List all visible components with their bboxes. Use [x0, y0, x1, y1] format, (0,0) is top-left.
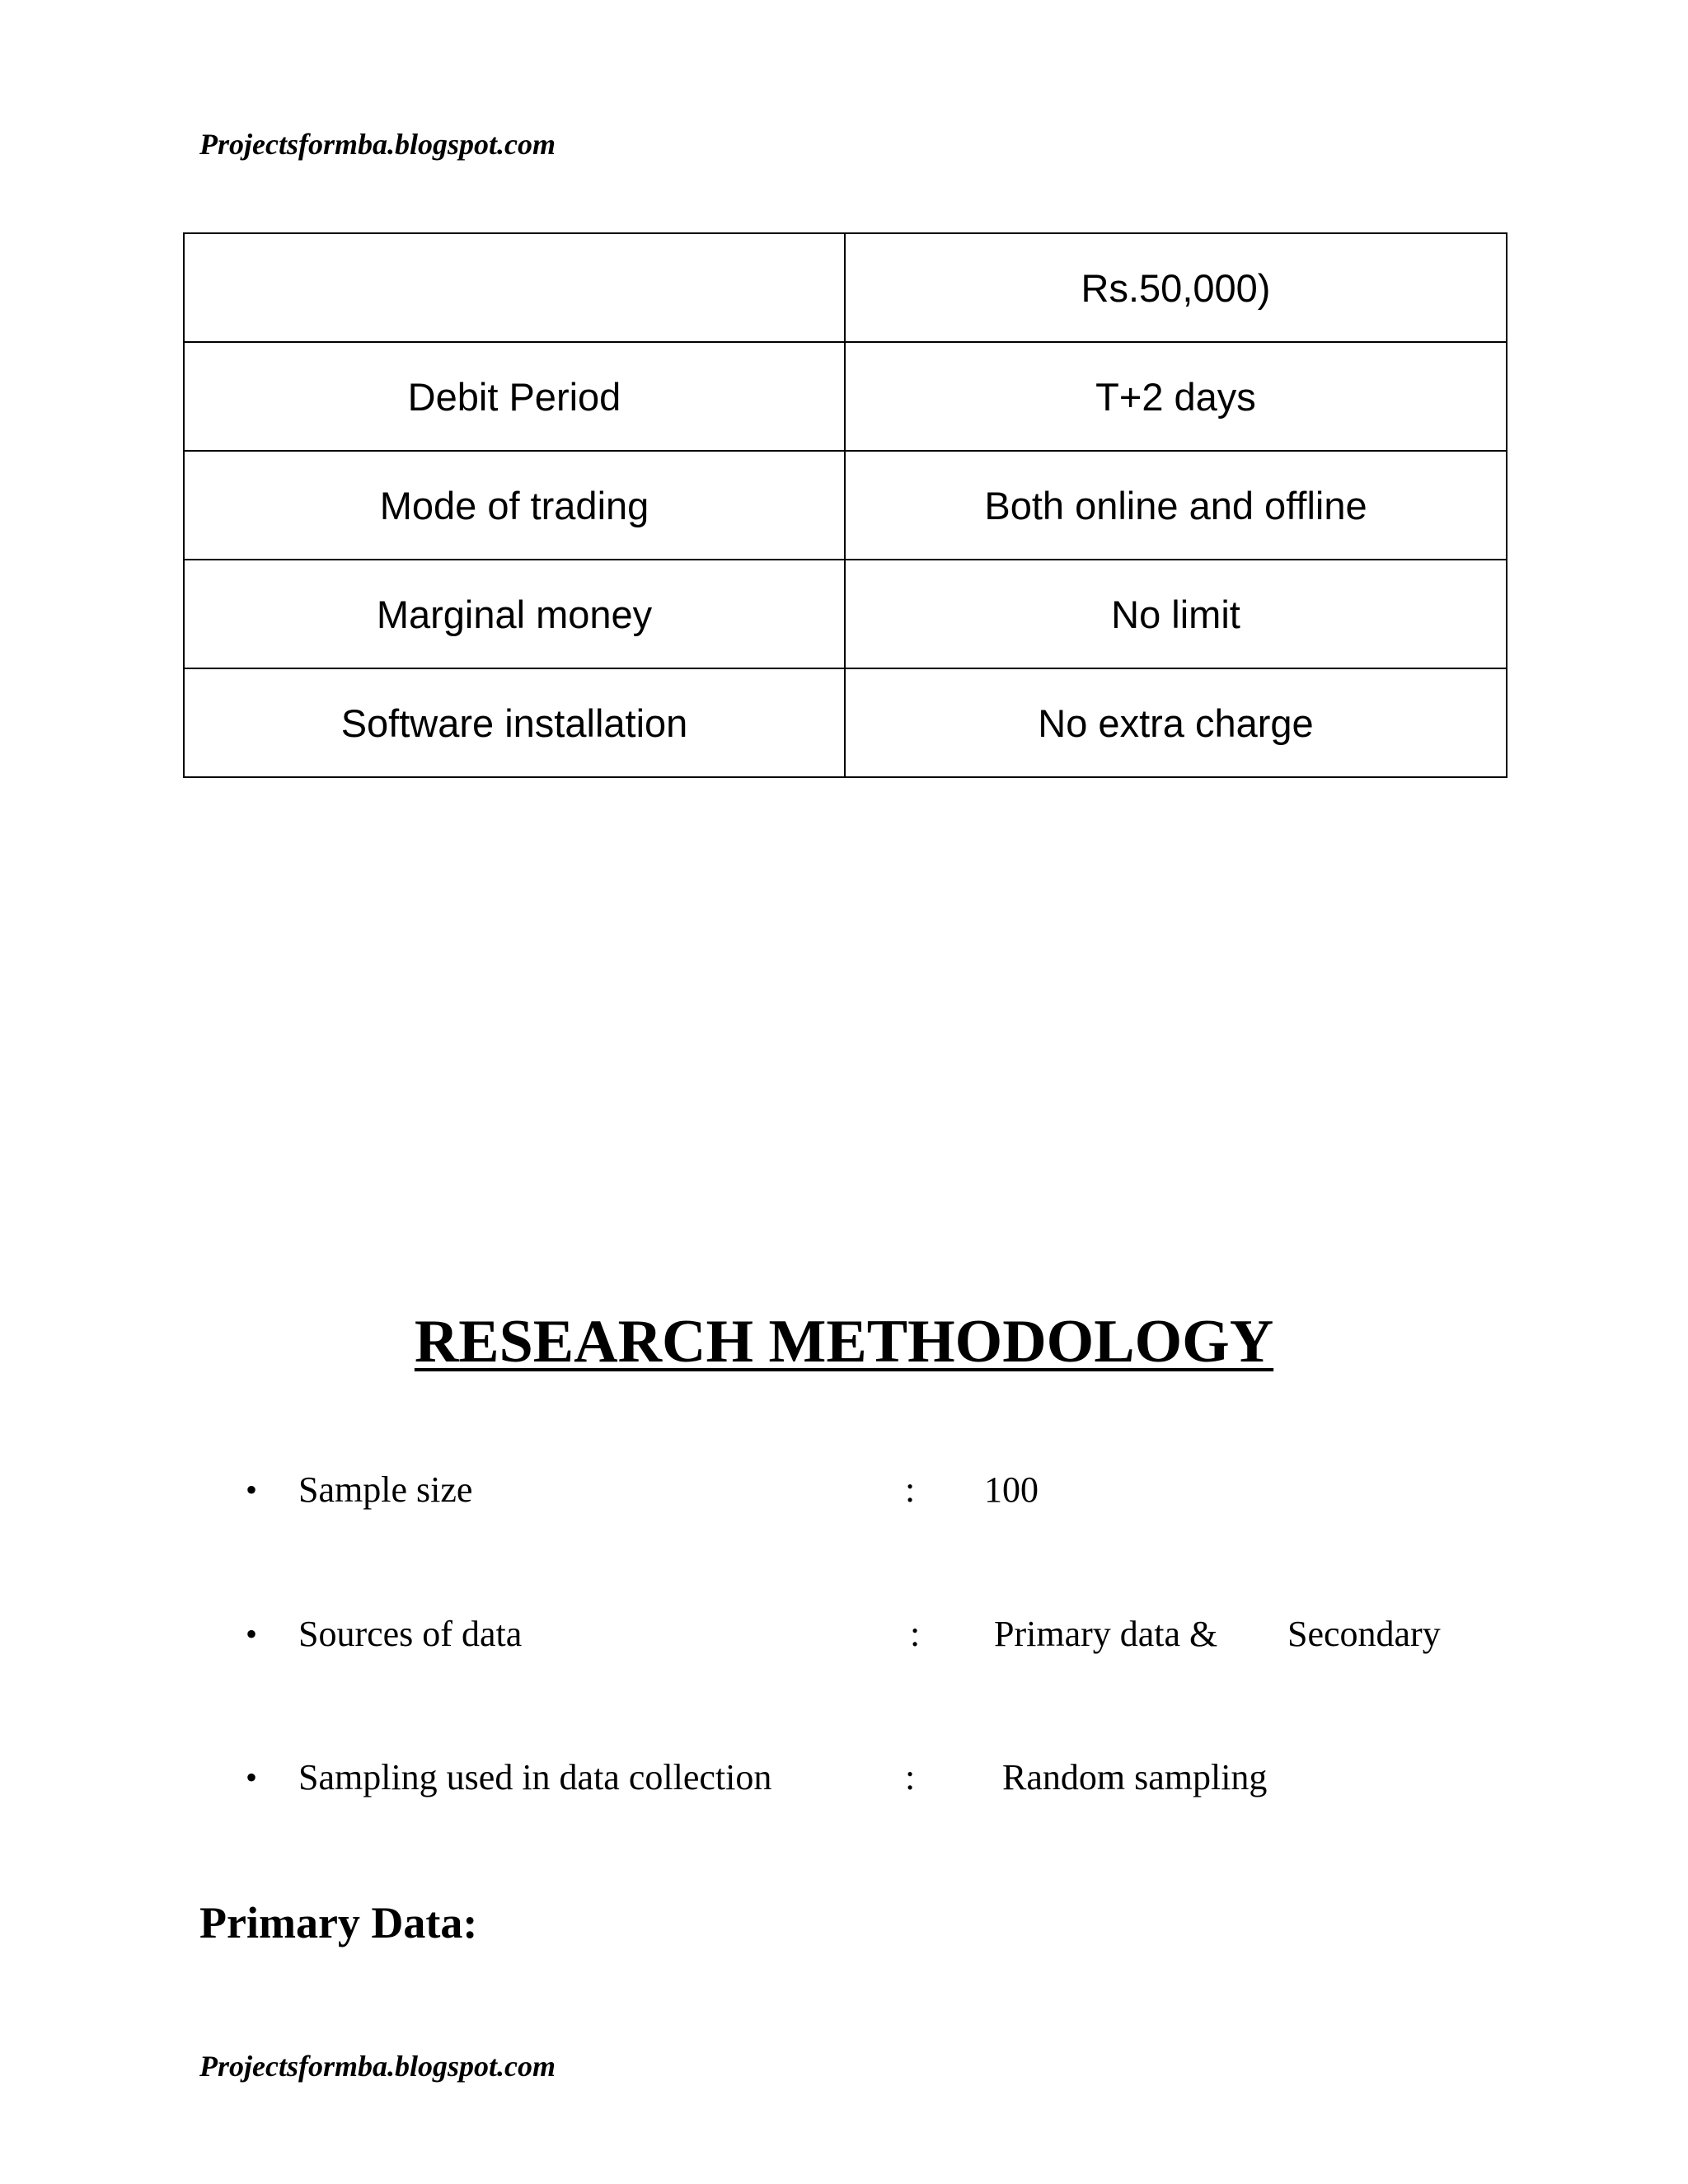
table-cell-value: T+2 days [845, 342, 1507, 451]
list-item [0, 1465, 1484, 1515]
primary-data-heading [199, 1896, 477, 1950]
table-cell-value: Rs.50,000) [845, 233, 1507, 342]
list-item [0, 1610, 1484, 1659]
table-cell-label: Mode of trading [184, 451, 845, 560]
method-value: 100 [984, 1469, 1039, 1510]
method-colon: : [905, 1757, 916, 1797]
bullet-icon: • [246, 1759, 258, 1796]
list-item [0, 1753, 1484, 1802]
table-cell-label: Debit Period [184, 342, 845, 451]
table-cell-value: Both online and offline [845, 451, 1507, 560]
method-value: Random sampling [1002, 1757, 1268, 1797]
table-cell-value: No extra charge [845, 668, 1507, 777]
footer-site-url: Projectsformba.blogspot.com [199, 2050, 556, 2083]
primary-data-heading-text: Primary Data [199, 1898, 463, 1947]
table-row [184, 451, 1507, 560]
method-colon: : [905, 1469, 916, 1510]
primary-data-heading-colon: : [462, 1898, 478, 1947]
bullet-icon: • [246, 1471, 258, 1508]
method-value: Primary data & [994, 1614, 1218, 1654]
method-value-secondary: Secondary [1287, 1614, 1441, 1654]
bullet-icon: • [246, 1615, 258, 1652]
method-colon: : [910, 1614, 921, 1654]
method-label: Sample size [298, 1469, 473, 1510]
method-label: Sources of data [298, 1614, 523, 1654]
header-site-url: Projectsformba.blogspot.com [199, 128, 556, 161]
table-row [184, 560, 1507, 668]
table-cell-label [184, 233, 845, 342]
table-row [184, 668, 1507, 777]
table-cell-label: Marginal money [184, 560, 845, 668]
method-label: Sampling used in data collection [298, 1757, 772, 1797]
table-cell-label: Software installation [184, 668, 845, 777]
section-title-text: RESEARCH METHODOLOGY [414, 1308, 1274, 1376]
section-title [0, 1305, 1688, 1379]
table-cell-value: No limit [845, 560, 1507, 668]
table-row [184, 342, 1507, 451]
table-row [184, 233, 1507, 342]
info-table [183, 232, 1507, 778]
